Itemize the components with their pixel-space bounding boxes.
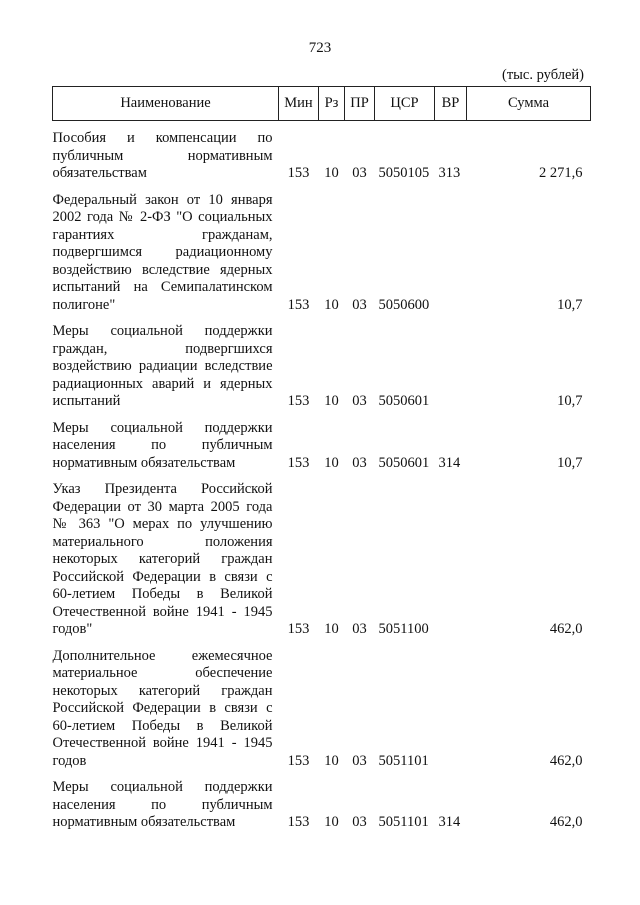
row-min: 153 — [287, 814, 310, 830]
header-vr: ВР — [435, 87, 467, 121]
row-sum: 10,7 — [557, 296, 583, 313]
table-row — [53, 121, 591, 183]
row-name: Пособия и компенсации по публичным нормативным обязательствам — [52, 130, 273, 181]
header-min: Мин — [279, 87, 319, 121]
row-sum: 10,7 — [557, 454, 583, 471]
row-sum: 462,0 — [549, 814, 583, 830]
header-pr: ПР — [345, 87, 375, 121]
row-sum: 462,0 — [549, 621, 583, 637]
table-row — [53, 770, 591, 832]
row-min: 153 — [287, 621, 310, 637]
row-pr: 03 — [352, 454, 367, 471]
row-pr: 03 — [352, 752, 367, 769]
row-csr: 5050601 — [378, 393, 430, 409]
row-csr: 5050600 — [378, 296, 430, 313]
row-name: Дополнительное ежемесячное материальное обеспечение некоторых категорий граждан Российской Федерации в связи с 60-летием Победы в Великой Отечественной войне 1941 - 1945 годов — [52, 647, 273, 769]
table-row — [53, 183, 591, 315]
row-csr: 5050601 — [378, 454, 430, 471]
row-csr: 5051101 — [378, 814, 429, 830]
header-csr: ЦСР — [375, 87, 435, 121]
row-name: Меры социальной поддержки населения по публичным нормативным обязательствам — [52, 419, 273, 471]
row-vr: 314 — [438, 814, 461, 830]
row-name: Федеральный закон от 10 января 2002 года № 2-ФЗ "О социальных гарантиях гражданам, подвергшимся радиационному воздействию вследствие ядерных испытаний на Семипалатинском полигоне" — [52, 191, 273, 313]
row-pr: 03 — [352, 393, 367, 409]
row-rz: 10 — [324, 393, 339, 409]
row-min: 153 — [287, 752, 310, 769]
row-sum: 462,0 — [549, 752, 583, 769]
row-rz: 10 — [324, 296, 339, 313]
row-vr — [435, 472, 467, 639]
table-row — [53, 472, 591, 639]
row-min: 153 — [287, 165, 310, 181]
table-row — [53, 314, 591, 411]
header-name: Наименование — [53, 87, 279, 121]
table-row — [53, 639, 591, 771]
row-pr: 03 — [352, 621, 367, 637]
row-vr — [435, 183, 467, 315]
row-vr: 314 — [438, 454, 461, 471]
row-rz: 10 — [324, 454, 339, 471]
row-csr: 5050105 — [378, 165, 430, 181]
row-min: 153 — [287, 296, 310, 313]
row-csr: 5051100 — [378, 621, 429, 637]
row-vr: 313 — [438, 165, 461, 181]
row-vr — [435, 314, 467, 411]
row-name: Меры социальной поддержки населения по публичным нормативным обязательствам — [52, 779, 273, 830]
row-csr: 5051101 — [378, 752, 429, 769]
units-label: (тыс. рублей) — [502, 67, 584, 83]
row-rz: 10 — [324, 165, 339, 181]
row-pr: 03 — [352, 165, 367, 181]
row-rz: 10 — [324, 621, 339, 637]
row-name: Указ Президента Российской Федерации от 30 марта 2005 года № 363 "О мерах по улучшению материального положения некоторых категорий граждан Российской Федерации в связи с 60-летием Победы в Великой Отечественной войне 1941 - 1945 годов" — [52, 481, 273, 637]
row-pr: 03 — [352, 296, 367, 313]
row-name: Меры социальной поддержки граждан, подвергшихся воздействию радиации вследствие радиационных аварий и ядерных испытаний — [52, 323, 273, 409]
row-sum: 2 271,6 — [539, 165, 583, 181]
row-vr — [435, 639, 467, 771]
row-rz: 10 — [324, 752, 339, 769]
row-pr: 03 — [352, 814, 367, 830]
row-min: 153 — [287, 454, 310, 471]
row-sum: 10,7 — [557, 393, 583, 409]
header-sum: Сумма — [467, 87, 591, 121]
page-number: 723 — [308, 40, 332, 56]
header-rz: Рз — [319, 87, 345, 121]
row-rz: 10 — [324, 814, 339, 830]
row-min: 153 — [287, 393, 310, 409]
table-row — [53, 411, 591, 473]
budget-table — [52, 86, 591, 832]
table-header-row — [53, 87, 591, 121]
